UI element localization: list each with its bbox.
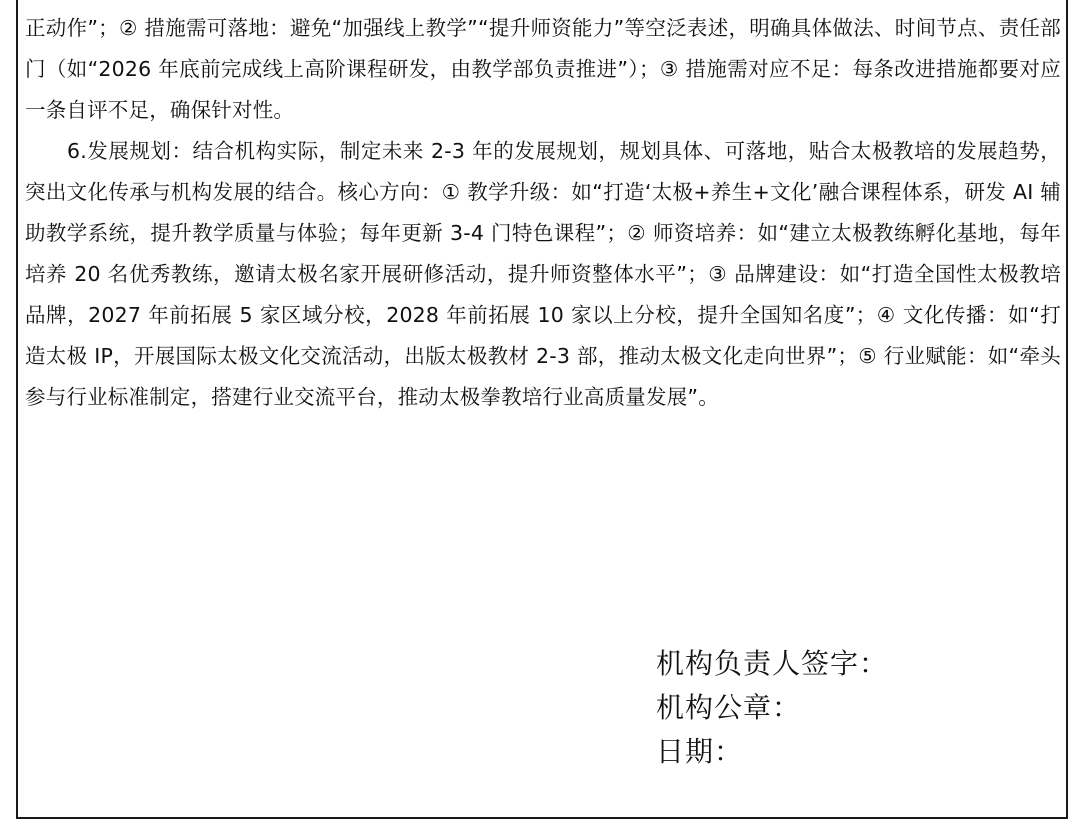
document-body: [25, 8, 1061, 418]
signer-signature-label: 机构负责人签字：: [656, 647, 889, 680]
date-label: 日期：: [656, 735, 744, 768]
paragraph-development-plan: 6.发展规划：结合机构实际，制定未来 2-3 年的发展规划，规划具体、可落地，贴合太极教培的发展趋势，突出文化传承与机构发展的结合。核心方向：① 教学升级：如“打造‘太极+养生+文化’融合课程体系，研发 AI 辅助教学系统，提升教学质量与体验；每年更新 3-4 门特色课程”；② 师资培养：如“建立太极教练孵化基地，每年培养 20 名优秀教练，邀请太极名家开展研修活动，提升师资整体水平”；③ 品牌建设：如“打造全国性太极教培品牌，2027 年前拓展 5 家区域分校，2028 年前拓展 10 家以上分校，提升全国知名度”；④ 文化传播：如“打造太极 IP，开展国际太极文化交流活动，出版太极教材 2-3 部，推动太极文化走向世界”；⑤ 行业赋能：如“牵头参与行业标准制定，搭建行业交流平台，推动太极拳教培行业高质量发展”。: [25, 139, 1061, 409]
signature-block: [656, 642, 1036, 774]
paragraph-corrective-measures: 正动作”；② 措施需可落地：避免“加强线上教学”“提升师资能力”等空泛表述，明确具体做法、时间节点、责任部门（如“2026 年底前完成线上高阶课程研发，由教学部负责推进”）；③ 措施需对应不足：每条改进措施都要对应一条自评不足，确保针对性。: [25, 16, 1061, 122]
institution-seal-label: 机构公章：: [656, 691, 802, 724]
